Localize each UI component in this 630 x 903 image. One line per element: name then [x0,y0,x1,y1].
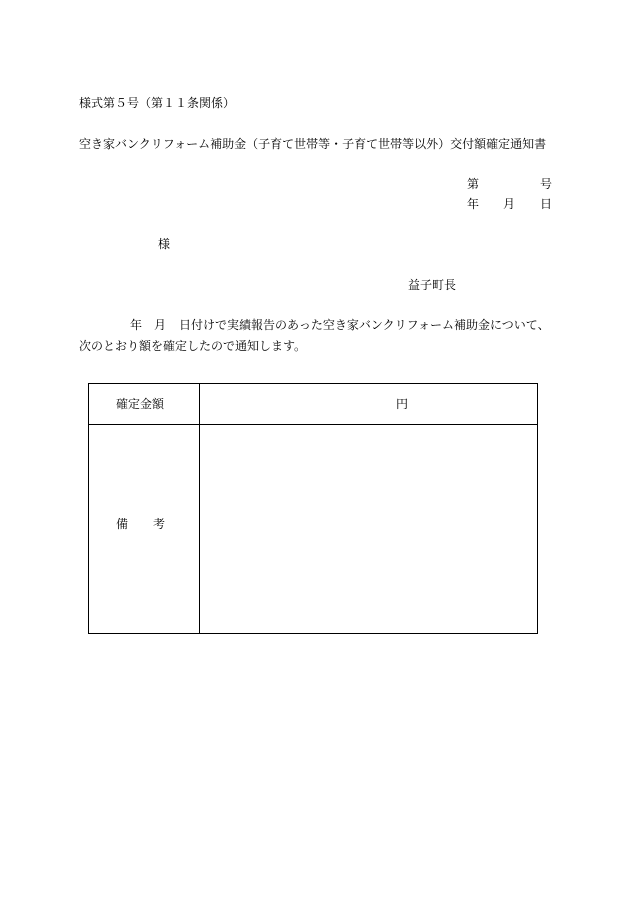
table-column-divider [199,384,200,633]
body-line-2: 次のとおり額を確定したので通知します。 [79,339,307,353]
form-number: 様式第５号（第１１条関係） [79,96,236,110]
document-title: 空き家バンクリフォーム補助金（子育て世帯等・子育て世帯等以外）交付額確定通知書 [79,137,547,151]
remarks-label-first: 備 [116,517,129,531]
amount-unit: 円 [396,397,409,411]
date-day-label: 日 [540,197,553,211]
amount-table [88,383,538,634]
issuer-name: 益子町長 [408,278,457,292]
body-year-label: 年 [130,318,143,332]
date-month-label: 月 [503,197,516,211]
remarks-label-second: 考 [153,517,166,531]
body-line-1: 日付けで実績報告のあった空き家バンクリフォーム補助金について、 [179,318,550,332]
issue-number-suffix: 号 [540,177,553,191]
table-row-divider [89,424,537,425]
body-month-label: 月 [154,318,167,332]
recipient-honorific: 様 [158,237,171,251]
date-year-label: 年 [467,197,480,211]
remarks-label [116,517,165,531]
confirmed-amount-label: 確定金額 [116,397,165,411]
issue-number-prefix: 第 [467,177,480,191]
